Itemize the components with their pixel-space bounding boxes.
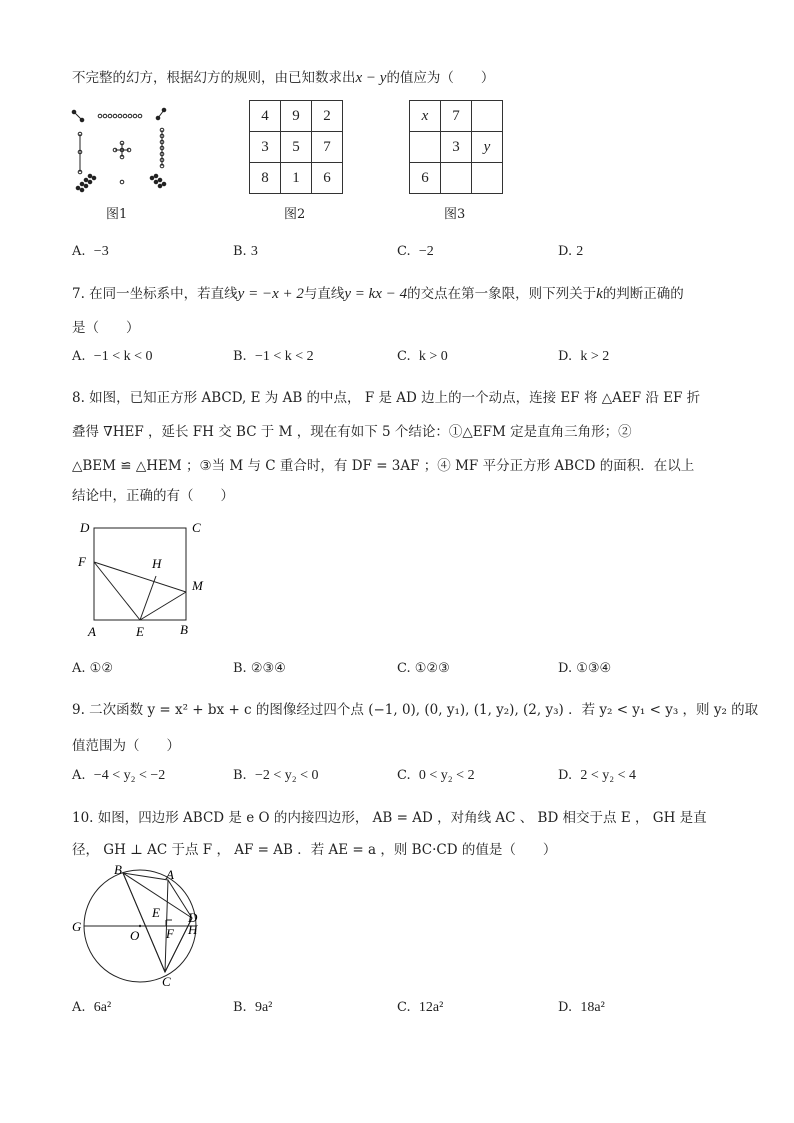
cell: 7 — [312, 132, 343, 163]
label-d: D — [188, 910, 198, 925]
label-h: H — [152, 556, 162, 571]
fig2-caption: 图2 — [284, 207, 306, 222]
q6-option-b[interactable]: B. 3 — [233, 244, 258, 259]
magic-square-incomplete — [409, 100, 503, 194]
q6-stem: 不完整的幻方，根据幻方的规则，由已知数求出x − y的值应为（ ） — [72, 70, 495, 86]
q6-stem-expr: x − y — [355, 70, 387, 86]
q6-option-d[interactable]: D. 2 — [558, 244, 584, 259]
q9-option-d[interactable]: D. 2 < y₂ < 4 — [558, 768, 637, 783]
q8-option-d[interactable]: D. ①③④ — [558, 661, 612, 676]
q8-option-c[interactable]: C. ①②③ — [397, 661, 450, 676]
magic-square-complete — [249, 100, 343, 194]
q8-option-b[interactable]: B. ②③④ — [233, 661, 286, 676]
luoshu-figure — [70, 106, 180, 196]
fig1-caption: 图1 — [106, 207, 128, 222]
label-h: H — [188, 922, 198, 937]
q8-option-a[interactable]: A. ①② — [72, 661, 113, 676]
cell: 5 — [281, 132, 312, 163]
q7-stem-line2: 是（ ） — [72, 320, 140, 336]
cell: 7 — [441, 101, 472, 132]
q10-option-d[interactable]: D. 18a² — [558, 1000, 605, 1015]
cell: 4 — [250, 101, 281, 132]
cell: 1 — [281, 163, 312, 194]
label-e: E — [136, 624, 144, 639]
circle-quadrilateral-figure — [68, 862, 218, 988]
q9-option-c[interactable]: C. 0 < y₂ < 2 — [397, 768, 475, 783]
label-a: A — [88, 624, 96, 639]
q6-option-c[interactable]: C. −2 — [397, 244, 434, 259]
fig3-caption: 图3 — [444, 207, 466, 222]
cell — [472, 101, 503, 132]
q7-option-d[interactable]: D. k > 2 — [558, 349, 610, 364]
label-f: F — [78, 554, 86, 569]
q9-stem-line1: 9. 二次函数 y = x² + bx + c 的图像经过四个点 (−1, 0), (0, y₁), (1, y₂), (2, y₃) ．若 y₂ < y₁ < y₃ ，则 y₂ 的取 — [72, 702, 759, 718]
q9-stem-line2: 值范围为（ ） — [72, 738, 180, 754]
q7-stem-line1: 7. 在同一坐标系中，若直线y = −x + 2与直线y = kx − 4的交点在第一象限，则下列关于k的判断正确的 — [72, 286, 684, 302]
q8-stem-line1: 8. 如图，已知正方形 ABCD, E 为 AB 的中点， F 是 AD 边上的一个动点，连接 EF 将 △AEF 沿 EF 折 — [72, 390, 701, 406]
label-b: B — [114, 862, 122, 877]
label-f: F — [166, 926, 174, 941]
q8-stem-line3: △BEM ≌ △HEM ；③当 M 与 C 重合时，有 DF = 3AF ；④ MF 平分正方形 ABCD 的面积．在以上 — [72, 458, 695, 474]
cell: 6 — [410, 163, 441, 194]
label-m: M — [192, 578, 203, 593]
cell — [472, 163, 503, 194]
cell: 8 — [250, 163, 281, 194]
cell: x — [410, 101, 441, 132]
q9-option-b[interactable]: B. −2 < y₂ < 0 — [233, 768, 319, 783]
cell: 3 — [441, 132, 472, 163]
q7-option-c[interactable]: C. k > 0 — [397, 349, 448, 364]
cell: 2 — [312, 101, 343, 132]
q7-option-a[interactable]: A. −1 < k < 0 — [72, 349, 153, 364]
cell: y — [472, 132, 503, 163]
label-c: C — [162, 974, 171, 988]
label-a: A — [166, 867, 174, 882]
q10-option-c[interactable]: C. 12a² — [397, 1000, 444, 1015]
cell — [410, 132, 441, 163]
q7-option-b[interactable]: B. −1 < k < 2 — [233, 349, 314, 364]
label-c: C — [192, 520, 201, 535]
cell: 6 — [312, 163, 343, 194]
q10-stem-line2: 径， GH ⊥ AC 于点 F ， AF = AB ．若 AE = a ，则 BC·CD 的值是（ ） — [72, 842, 557, 858]
q6-option-a[interactable]: A. −3 — [72, 244, 109, 259]
square-fold-figure — [72, 516, 222, 640]
cell — [441, 163, 472, 194]
label-d: D — [80, 520, 90, 535]
q10-option-a[interactable]: A. 6a² — [72, 1000, 112, 1015]
label-g: G — [72, 919, 82, 934]
q10-option-b[interactable]: B. 9a² — [233, 1000, 273, 1015]
label-o: O — [130, 928, 140, 943]
q9-option-a[interactable]: A. −4 < y₂ < −2 — [72, 768, 166, 783]
q10-stem-line1: 10. 如图，四边形 ABCD 是 e O 的内接四边形， AB = AD ，对角线 AC 、 BD 相交于点 E ， GH 是直 — [72, 810, 707, 826]
cell: 9 — [281, 101, 312, 132]
q8-stem-line2: 叠得 ∇HEF ，延长 FH 交 BC 于 M ，现在有如下 5 个结论：①△EFM 定是直角三角形；② — [72, 424, 632, 440]
label-b: B — [180, 622, 188, 637]
q8-stem-line4: 结论中，正确的有（ ） — [72, 488, 234, 504]
cell: 3 — [250, 132, 281, 163]
label-e: E — [152, 905, 160, 920]
